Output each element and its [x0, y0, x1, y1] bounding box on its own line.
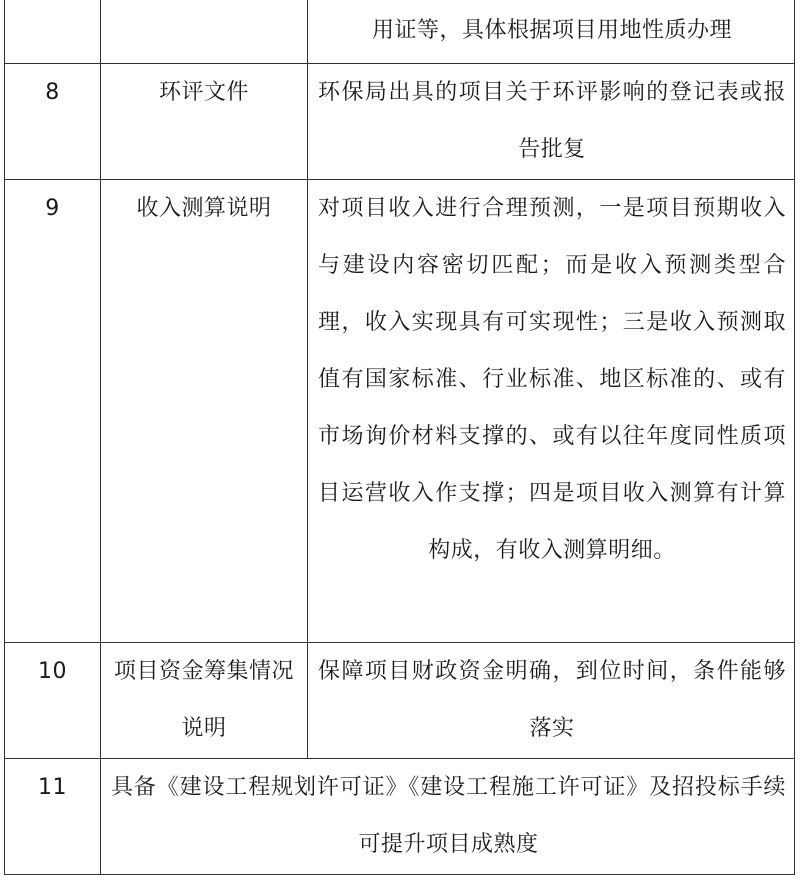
table-row	[5, 758, 795, 874]
row-number: 8	[5, 63, 101, 179]
item-name	[101, 0, 308, 63]
row-number: 10	[5, 642, 101, 758]
requirements-table	[4, 0, 795, 875]
item-name: 环评文件	[101, 63, 308, 179]
item-name: 收入测算说明	[101, 179, 308, 642]
table-row	[5, 642, 795, 758]
table-row	[5, 63, 795, 179]
item-description: 用证等，具体根据项目用地性质办理	[308, 0, 795, 63]
item-description: 具备《建设工程规划许可证》《建设工程施工许可证》及招投标手续可提升项目成熟度	[101, 758, 795, 874]
item-description: 环保局出具的项目关于环评影响的登记表或报告批复	[308, 63, 795, 179]
table-row	[5, 0, 795, 63]
item-name: 项目资金筹集情况说明	[101, 642, 308, 758]
table-row	[5, 179, 795, 642]
row-number: 11	[5, 758, 101, 874]
item-description: 对项目收入进行合理预测，一是项目预期收入与建设内容密切匹配；而是收入预测类型合理，收入实现具有可实现性；三是收入预测取值有国家标准、行业标准、地区标准的、或有市场询价材料支撑的、或有以往年度同性质项目运营收入作支撑；四是项目收入测算有计算构成，有收入测算明细。	[308, 179, 795, 642]
row-number: 9	[5, 179, 101, 642]
item-description: 保障项目财政资金明确，到位时间，条件能够落实	[308, 642, 795, 758]
row-number	[5, 0, 101, 63]
